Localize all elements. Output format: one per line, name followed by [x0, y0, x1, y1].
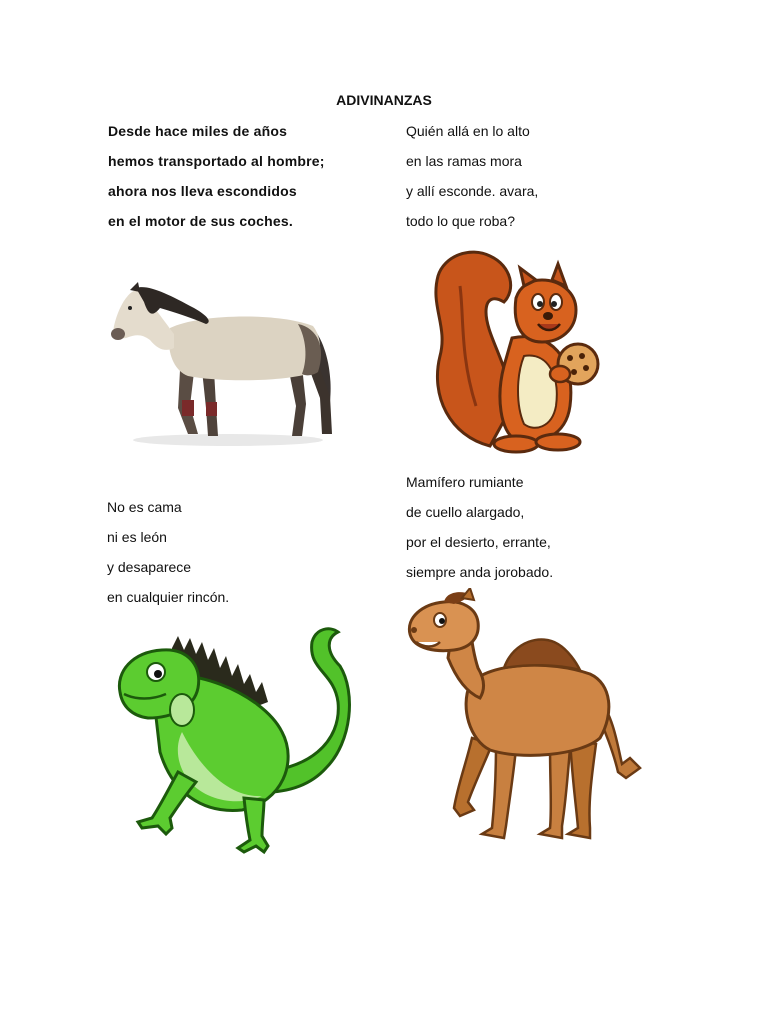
- riddle-line: y desaparece: [107, 559, 192, 575]
- riddle-line: ni es león: [107, 529, 167, 545]
- riddle-line: Desde hace miles de años: [108, 123, 288, 139]
- horse-image: [108, 278, 340, 450]
- iguana-image: [112, 622, 352, 858]
- riddle-line: siempre anda jorobado.: [406, 564, 554, 580]
- riddle-line: Quién allá en lo alto: [406, 123, 530, 139]
- riddle-line: ahora nos lleva escondidos: [108, 183, 297, 199]
- squirrel-image: [420, 246, 610, 458]
- riddle-line: en las ramas mora: [406, 153, 522, 169]
- riddle-line: No es cama: [107, 499, 182, 515]
- riddle-line: y allí esconde. avara,: [406, 183, 539, 199]
- riddle-line: en el motor de sus coches.: [108, 213, 293, 229]
- riddle-camel: [406, 467, 553, 587]
- riddle-line: por el desierto, errante,: [406, 534, 551, 550]
- riddle-line: todo lo que roba?: [406, 213, 515, 229]
- riddle-horse: [108, 116, 325, 236]
- riddle-line: Mamífero rumiante: [406, 474, 524, 490]
- riddle-line: de cuello alargado,: [406, 504, 525, 520]
- camel-image: [400, 588, 646, 850]
- riddle-iguana: [107, 492, 229, 612]
- riddle-squirrel: [406, 116, 538, 236]
- riddle-line: hemos transportado al hombre;: [108, 153, 325, 169]
- page-title: ADIVINANZAS: [336, 92, 432, 108]
- riddle-line: en cualquier rincón.: [107, 589, 230, 605]
